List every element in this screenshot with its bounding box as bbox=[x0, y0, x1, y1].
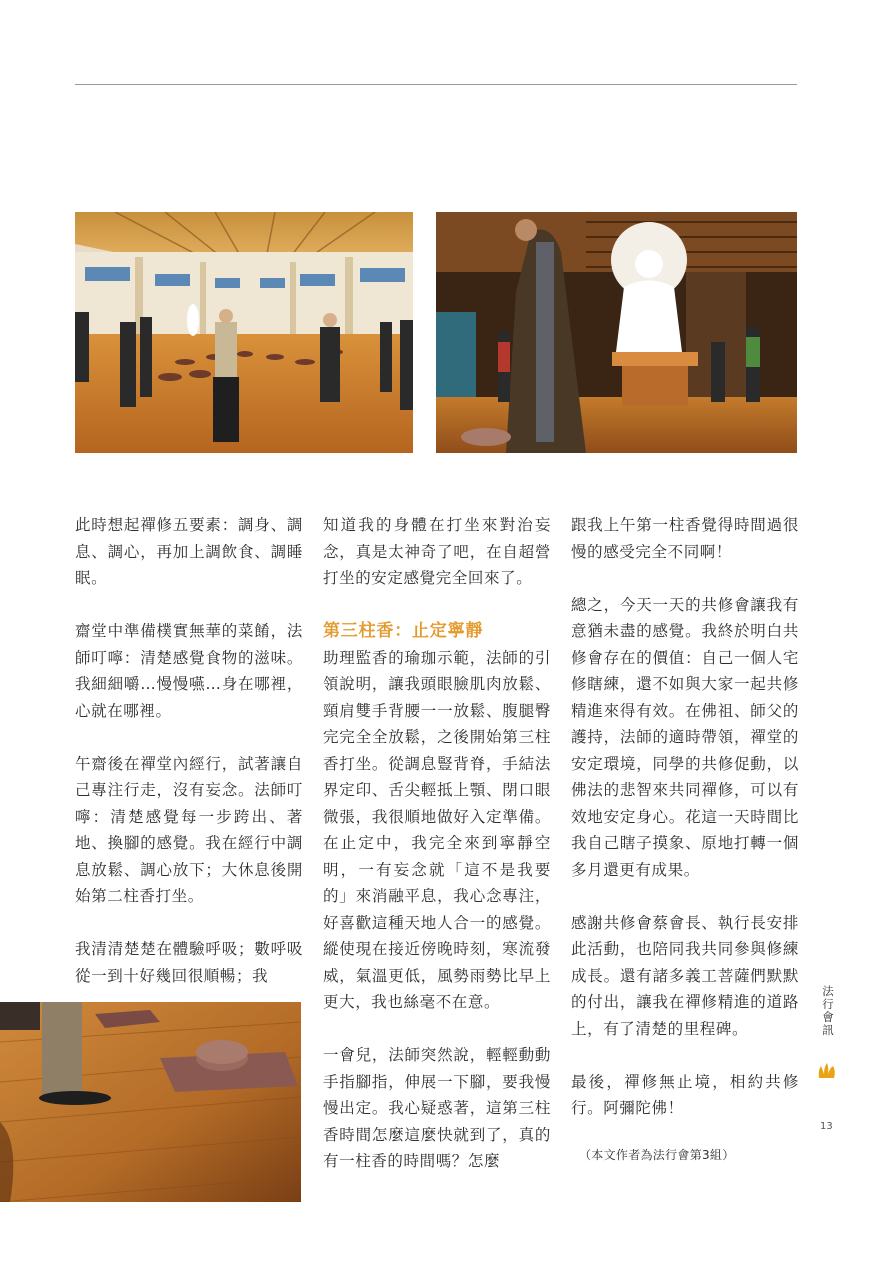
page-number: 13 bbox=[820, 1121, 833, 1132]
paragraph: 齋堂中準備樸實無華的菜餚，法師叮嚀：清楚感覺食物的滋味。我細細嚼…慢慢嚥…身在哪裡，心就在哪裡。 bbox=[75, 622, 303, 720]
text-column-2 bbox=[323, 512, 551, 1201]
paragraph: 總之，今天一天的共修會讓我有意猶未盡的感覺。我終於明白共修會存在的價值：自己一個人宅修瞎練，還不如與大家一起共修精進來得有效。在佛祖、師父的護持，法師的適時帶領，禪堂的安定環境，同學的共修促動，以佛法的悲智來共同禪修，可以有效地安定身心。花這一天時間比我自己瞎子摸象、原地打轉一個多月還更有成果。 bbox=[571, 595, 799, 879]
paragraph: 最後，禪修無止境，相約共修行。阿彌陀佛！ bbox=[571, 1072, 799, 1117]
text-column-3 bbox=[571, 512, 799, 1169]
paragraph: 助理監香的瑜珈示範，法師的引領說明，讓我頭眼臉肌肉放鬆、頸肩雙手背腰一一放鬆、腹腿臀完完全全放鬆，之後開始第三柱香打坐。從調息豎背脊，手結法界定印、舌尖輕抵上顎、閉口眼微張，我很順地做好入定準備。在止定中，我完全來到寧靜空明，一有妄念就「這不是我要的」來消融平息，我心念專注，好喜歡這種天地人合一的感覺。縱使現在接近傍晚時刻，寒流發威，氣溫更低，風勢雨勢比早上更大，我也絲毫不在意。 bbox=[323, 648, 551, 1011]
section-heading: 第三柱香：止定寧靜 bbox=[323, 621, 484, 641]
meditation-cushion-photo bbox=[0, 1002, 301, 1202]
top-rule bbox=[75, 84, 797, 85]
meditation-hall-photo bbox=[75, 212, 413, 453]
paragraph: 跟我上午第一柱香覺得時間過很慢的感受完全不同啊！ bbox=[571, 516, 799, 561]
buddha-statue-photo bbox=[436, 212, 797, 453]
author-note: （本文作者為法行會第3組） bbox=[579, 1148, 735, 1162]
paragraph: 感謝共修會蔡會長、執行長安排此活動，也陪同我共同參與修練成長。還有諸多義工菩薩們默默的付出，讓我在禪修精進的道路上，有了清楚的里程碑。 bbox=[571, 913, 799, 1038]
text-column-1 bbox=[75, 512, 303, 1016]
paragraph: 此時想起禪修五要素：調身、調息、調心，再加上調飲食、調睡眠。 bbox=[75, 516, 303, 587]
paragraph: 我清清楚楚在體驗呼吸；數呼吸從一到十好幾回很順暢；我 bbox=[75, 940, 303, 985]
publication-logo-vertical: 法行會訊 bbox=[822, 984, 834, 1037]
paragraph: 知道我的身體在打坐來對治妄念，真是太神奇了吧，在自超營打坐的安定感覺完全回來了。 bbox=[323, 516, 551, 587]
paragraph: 午齋後在禪堂內經行，試著讓自己專注行走，沒有妄念。法師叮嚀：清楚感覺每一步跨出、著地、換腳的感覺。我在經行中調息放鬆、調心放下；大休息後開始第二柱香打坐。 bbox=[75, 754, 303, 905]
lotus-hand-icon bbox=[817, 1062, 837, 1080]
paragraph: 一會兒，法師突然說，輕輕動動手指腳指，伸展一下腳，要我慢慢出定。我心疑惑著，這第三柱香時間怎麼這麼快就到了，真的有一柱香的時間嗎？怎麼 bbox=[323, 1046, 551, 1170]
